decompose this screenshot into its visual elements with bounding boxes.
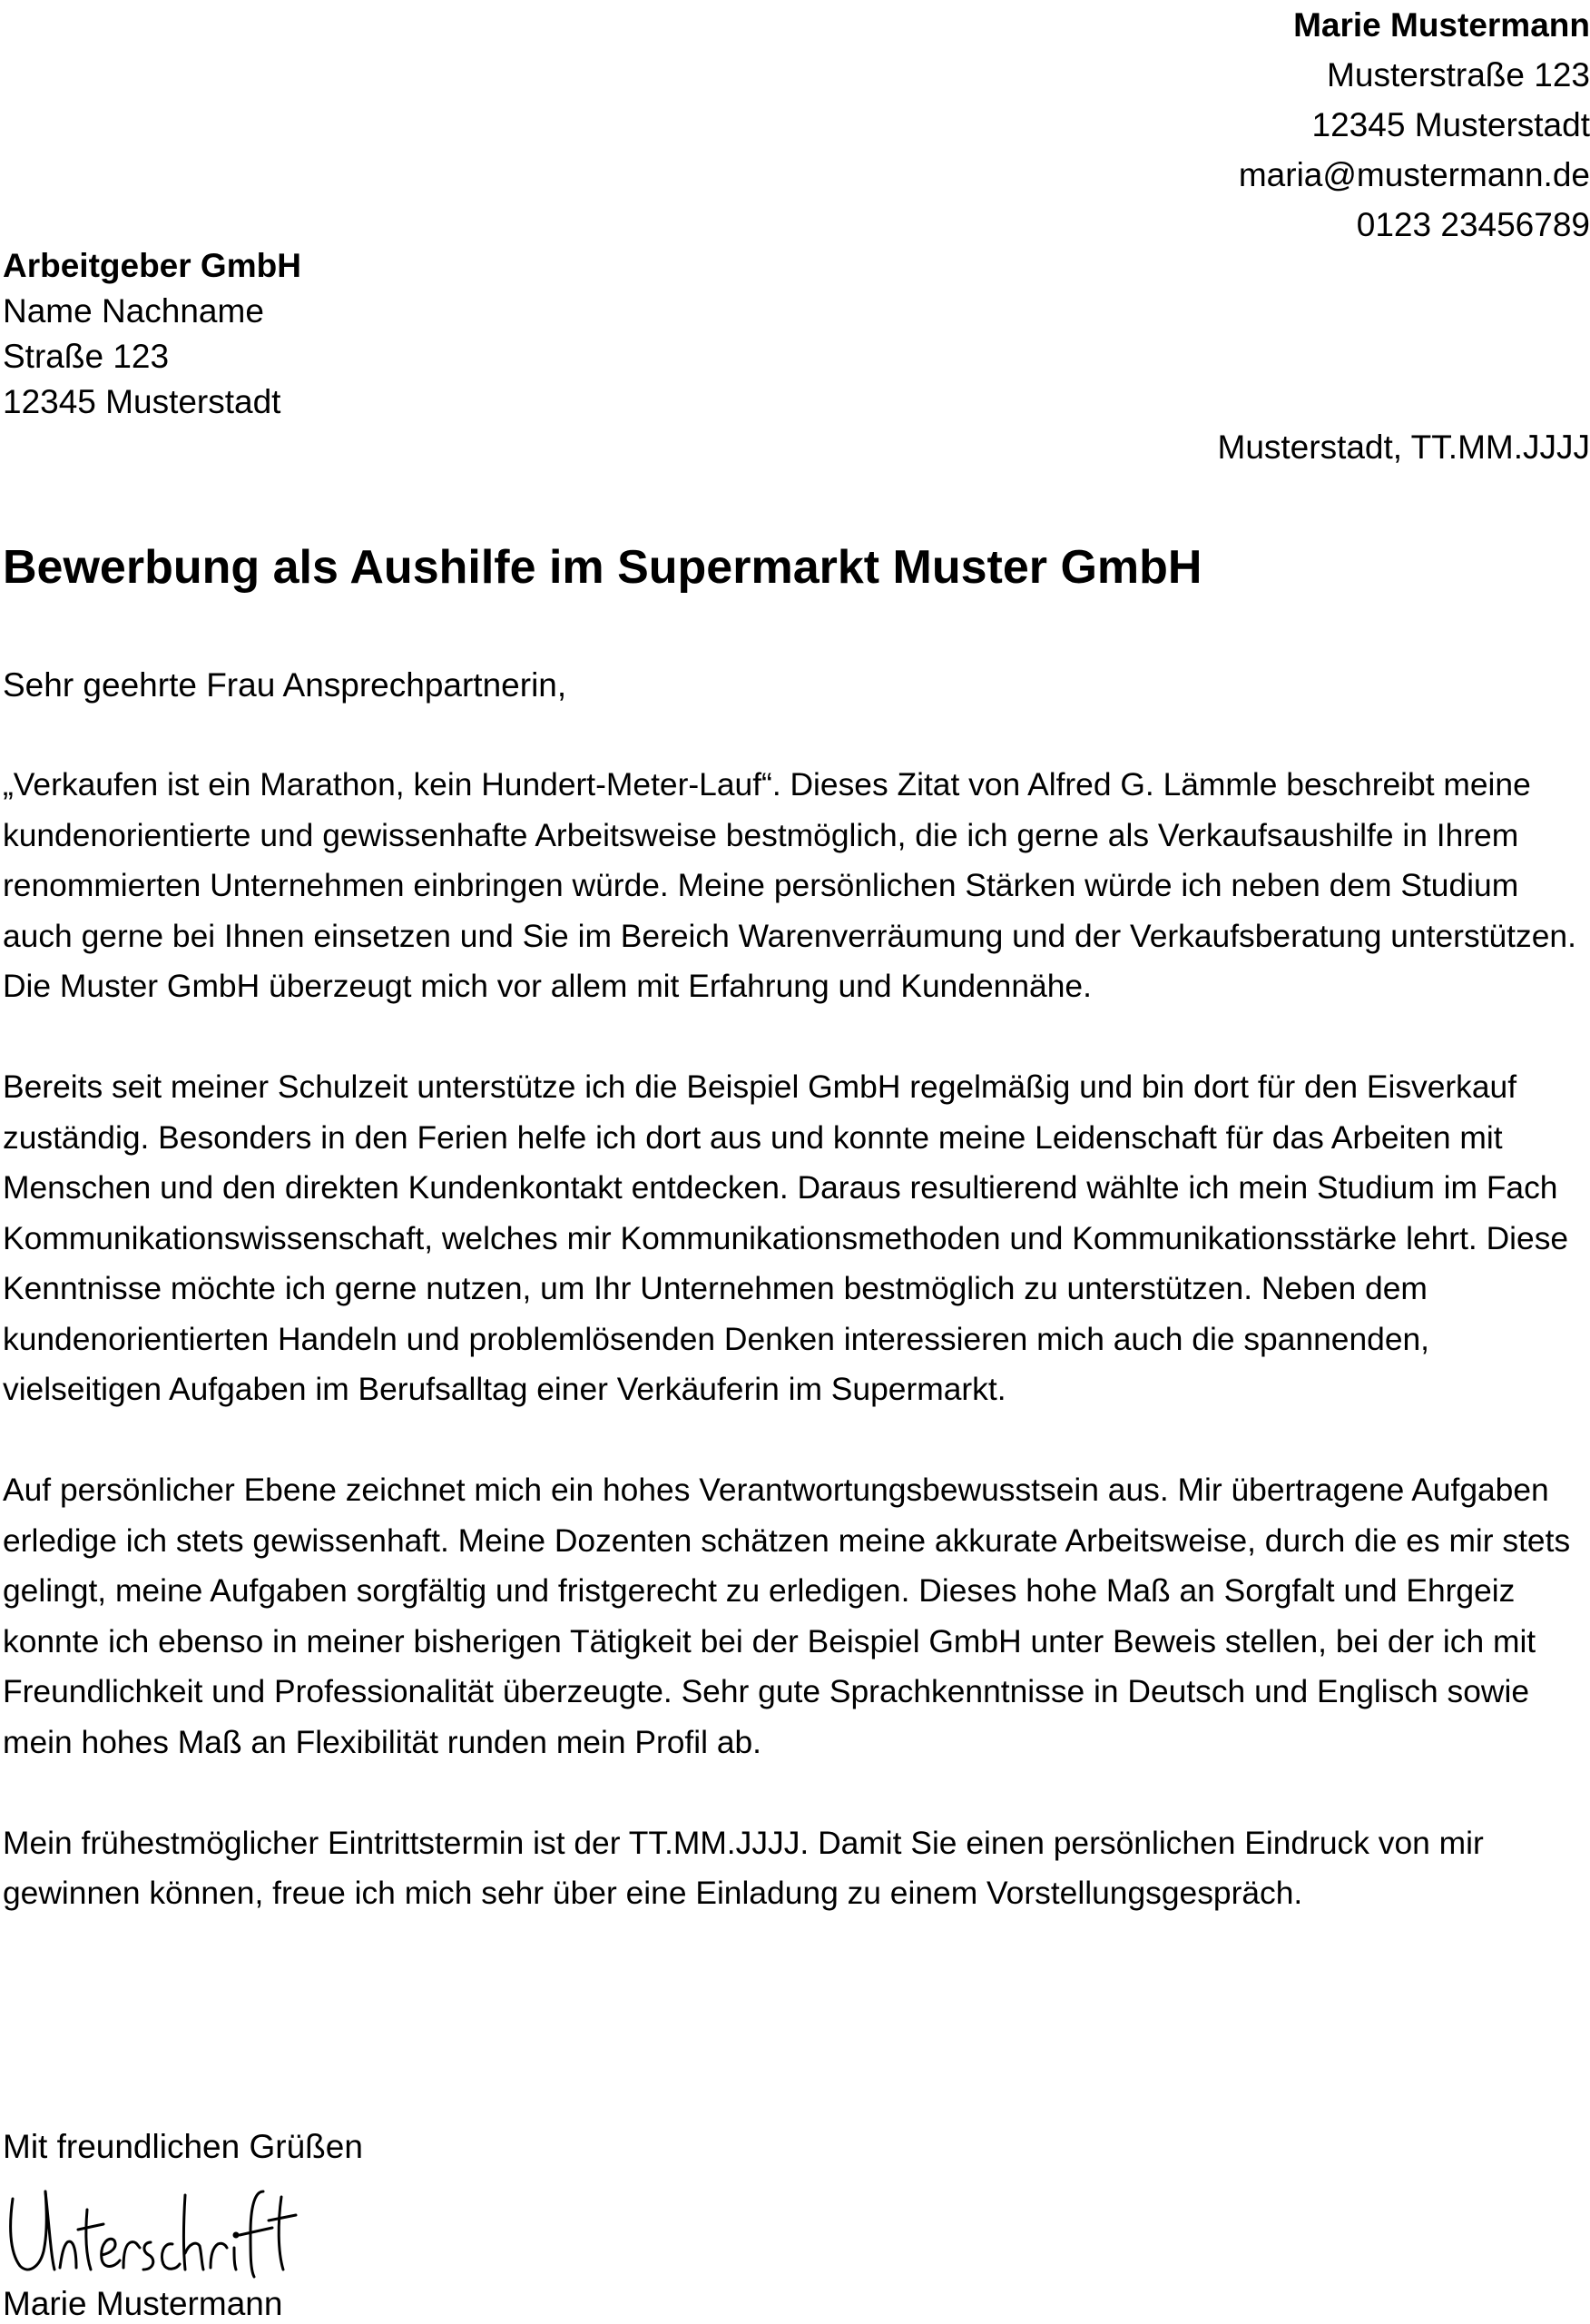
sender-name: Marie Mustermann [1293, 6, 1590, 44]
body-paragraph: Bereits seit meiner Schulzeit unterstütze ich die Beispiel GmbH regelmäßig und bin dort für den Eisverkauf zuständig. Besonders in den Ferien helfe ich dort aus und konnte meine Leidenschaft für das Arbeiten mit Menschen und den direkten Kundenkontakt entdecken. Daraus resultierend wählte ich mein Studium im Fach Kommunikationswissenschaft, welches mir Kommunikationsmethoden und Kommunikationsstärke lehrt. Diese Kenntnisse möchte ich gerne nutzen, um Ihr Unternehmen bestmöglich zu unterstützen. Neben dem kundenorientierten Handeln und problemlösenden Denken interessieren mich auch die spannenden, vielseitigen Aufgaben im Berufsalltag einer Verkäuferin im Supermarkt. [3, 1068, 1569, 1407]
recipient-address-block [3, 243, 729, 425]
place-date: Musterstadt, TT.MM.JJJJ [1217, 428, 1590, 466]
signer-name: Marie Mustermann [3, 2285, 283, 2322]
body-paragraph: Auf persönlicher Ebene zeichnet mich ein hohes Verantwortungsbewusstsein aus. Mir übertragene Aufgaben erledige ich stets gewissenhaft. Meine Dozenten schätzen meine akkurate Arbeitsweise, durch die es mir stets gelingt, meine Aufgaben sorgfältig und fristgerecht zu erledigen. Dieses hohe Maß an Sorgfalt und Ehrgeiz konnte ich ebenso in meiner bisherigen Tätigkeit bei der Beispiel GmbH unter Beweis stellen, bei der ich mit Freundlichkeit und Professionalität überzeugte. Sehr gute Sprachkenntnisse in Deutsch und Englisch sowie mein hohes Maß an Flexibilität runden mein Profil ab. [3, 1472, 1571, 1760]
body-paragraph: Mein frühestmöglicher Eintrittstermin ist der TT.MM.JJJJ. Damit Sie einen persönlichen Eindruck von mir gewinnen können, freue ich mich sehr über eine Einladung zu einem Vorstellungsgespräch. [3, 1824, 1484, 1911]
recipient-city: 12345 Musterstadt [3, 383, 281, 420]
sender-street: Musterstraße 123 [1327, 56, 1590, 94]
recipient-contact: Name Nachname [3, 292, 264, 330]
sender-address-block [773, 0, 1590, 250]
recipient-company: Arbeitgeber GmbH [3, 247, 301, 284]
closing-phrase: Mit freundlichen Grüßen [3, 2128, 363, 2165]
sender-email: maria@mustermann.de [1238, 156, 1590, 193]
recipient-street: Straße 123 [3, 338, 170, 375]
body-paragraph: „Verkaufen ist ein Marathon, kein Hundert-Meter-Lauf“. Dieses Zitat von Alfred G. Lämmle beschreibt meine kundenorientierte und gewissenhafte Arbeitsweise bestmöglich, die ich gerne als Verkaufsaushilfe in Ihrem renommierten Unternehmen einbringen würde. Meine persönlichen Stärken würde ich neben dem Studium auch gerne bei Ihnen einsetzen und Sie im Bereich Warenverräumung und der Verkaufsberatung unterstützen. Die Muster GmbH überzeugt mich vor allem mit Erfahrung und Kundennähe. [3, 766, 1576, 1004]
salutation: Sehr geehrte Frau Ansprechpartnerin, [3, 666, 567, 704]
letter-body [3, 760, 1589, 1969]
letter-subject: Bewerbung als Aushilfe im Supermarkt Muster GmbH [3, 541, 1202, 594]
sender-phone: 0123 23456789 [1356, 206, 1590, 243]
sender-city: 12345 Musterstadt [1311, 106, 1590, 143]
handwritten-signature [0, 2179, 299, 2279]
